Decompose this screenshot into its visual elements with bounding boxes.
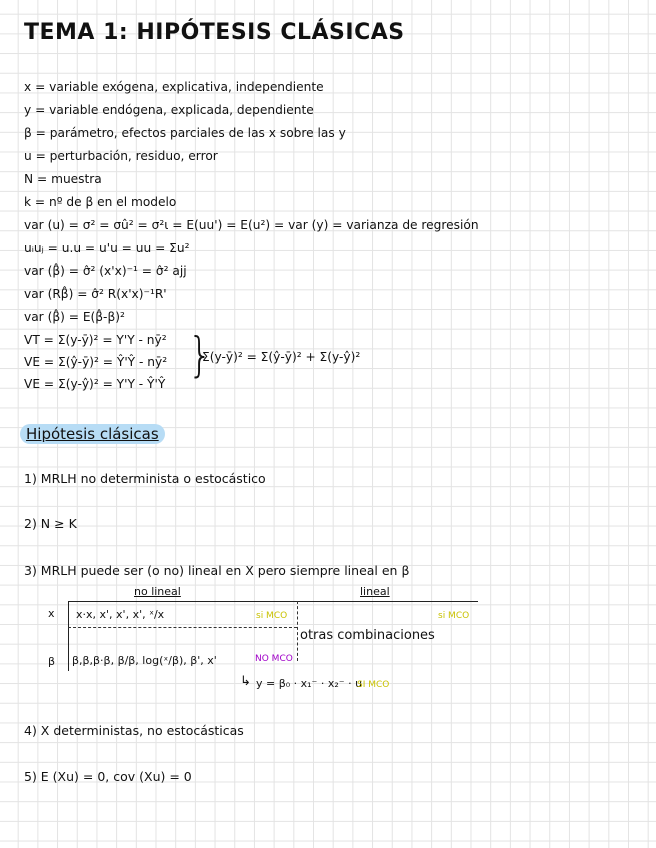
definition-line: x = variable exógena, explicativa, independiente — [24, 80, 324, 94]
definition-line: var (Rβ̂) = σ̂² R(x'x)⁻¹R' — [24, 287, 167, 301]
col-header-no-lineal: no lineal — [134, 585, 181, 598]
right-brace: } — [188, 327, 213, 383]
definition-line: N = muestra — [24, 172, 102, 186]
x-tag: si MCO — [256, 611, 288, 621]
definition-line: y = variable endógena, explicada, dependiente — [24, 103, 314, 117]
definition-line: k = nº de β en el modelo — [24, 195, 177, 209]
lineal-tag: si MCO — [438, 611, 470, 621]
row-label-beta: β — [48, 655, 56, 668]
x-cell: x·x, x', x', x', ˣ/x — [76, 608, 165, 621]
definition-line: var (u) = σ² = σû² = σ²ι = E(uu') = E(u²) = var (y) = varianza de regresión — [24, 218, 479, 232]
note-tag: SI MCO — [357, 680, 390, 690]
brace-equation: Σ(y-ȳ)² = Σ(ŷ-ȳ)² + Σ(y-ŷ)² — [202, 350, 361, 364]
beta-tag: NO MCO — [255, 654, 293, 664]
page-title: TEMA 1: HIPÓTESIS CLÁSICAS — [24, 20, 405, 45]
definition-line: VT = Σ(y-ȳ)² = Y'Y - nȳ² — [24, 333, 167, 347]
beta-cell: β,β,β·β, β/β, log(ˣ/β), β', x' — [72, 654, 217, 667]
hypothesis-2: 2) N ≥ K — [24, 516, 77, 531]
definition-line: var (β̂) = σ̂² (x'x)⁻¹ = σ̂² ajj — [24, 264, 187, 278]
table-mid-line — [297, 601, 298, 661]
hypothesis-4: 4) X deterministas, no estocásticas — [24, 723, 244, 738]
definition-line: u = perturbación, residuo, error — [24, 149, 218, 163]
table-left-line — [68, 601, 69, 671]
col-header-lineal: lineal — [360, 585, 390, 598]
hypothesis-3: 3) MRLH puede ser (o no) lineal en X pero siempre lineal en β — [24, 563, 410, 578]
definition-line: uᵢuⱼ = u.u = u'u = uu = Σu² — [24, 241, 190, 255]
table-row-divider — [68, 627, 297, 628]
table-top-line — [68, 601, 478, 602]
hypothesis-5: 5) E (Xu) = 0, cov (Xu) = 0 — [24, 769, 192, 784]
definition-line: var (β̂) = E(β̂-β)² — [24, 310, 125, 324]
hook-arrow: ↳ — [240, 674, 251, 689]
section-heading: Hipótesis clásicas — [20, 424, 165, 444]
definition-line: VE = Σ(y-ŷ)² = Y'Y - Ŷ'Ŷ — [24, 377, 166, 391]
row-label-x: x — [48, 607, 55, 620]
definition-line: VE = Σ(ŷ-ȳ)² = Ŷ'Ŷ - nȳ² — [24, 355, 168, 369]
definition-line: β = parámetro, efectos parciales de las x sobre las y — [24, 126, 346, 140]
note-equation: y = β₀ · x₁⁻ · x₂⁻ · u — [256, 677, 363, 690]
otras-combinaciones: otras combinaciones — [300, 628, 435, 643]
hypothesis-1: 1) MRLH no determinista o estocástico — [24, 471, 266, 486]
